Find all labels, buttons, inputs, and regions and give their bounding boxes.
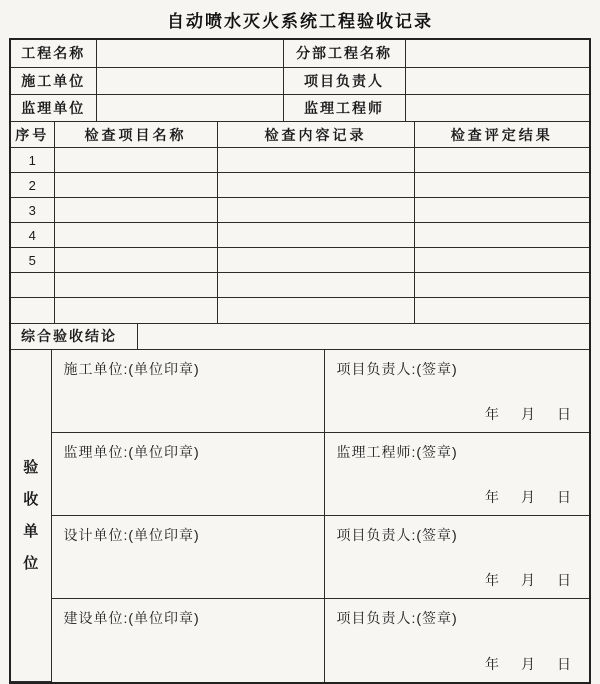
evaluation-result-cell [414,248,589,273]
unit-seal-label: 设计单位:(单位印章) [63,527,200,543]
acceptance-form [9,38,591,684]
acceptance-unit-vertical-text: 验收单位 [23,458,39,572]
unit-seal-label: 建设单位:(单位印章) [63,610,200,626]
evaluation-result-cell [414,223,589,248]
construction-unit-seal-cell [51,350,324,433]
row-number: 2 [11,173,54,198]
row-number: 4 [11,223,54,248]
project-name-value [96,40,283,67]
unit-seal-label: 监理单位:(单位印章) [63,444,200,460]
project-manager-signature-cell [324,516,589,599]
supervision-engineer-signature-cell [324,433,589,516]
table-row [11,298,589,323]
supervision-engineer-label: 监理工程师 [283,94,405,121]
col-header-content-record: 检查内容记录 [217,122,414,148]
project-manager-value [405,67,589,94]
content-record-cell [217,223,414,248]
subproject-name-value [405,40,589,67]
project-manager-signature-cell [324,599,589,682]
checklist-table [11,121,589,323]
client-unit-seal-cell [51,599,324,682]
row-number: 1 [11,148,54,173]
evaluation-result-cell [414,148,589,173]
page-title: 自动喷水灭火系统工程验收记录 [167,12,433,31]
col-header-seq: 序号 [11,122,54,148]
table-row [11,273,589,298]
subproject-name-label: 分部工程名称 [283,40,405,67]
project-manager-signature-cell [324,350,589,433]
content-record-cell [217,273,414,298]
content-record-cell [217,198,414,223]
project-manager-label: 项目负责人 [283,67,405,94]
supervision-unit-seal-cell [51,433,324,516]
project-name-label: 工程名称 [11,40,96,67]
signature-label: 监理工程师:(签章) [336,444,458,460]
item-name-cell [54,198,217,223]
content-record-cell [217,298,414,323]
row-number [11,298,54,323]
construction-unit-value [96,67,283,94]
date-line: 年 月 日 [485,406,575,422]
table-row [11,323,589,349]
item-name-cell [54,173,217,198]
table-row [11,350,589,433]
table-row [11,198,589,223]
content-record-cell [217,173,414,198]
conclusion-row [11,323,589,350]
table-row [11,173,589,198]
conclusion-value [137,323,589,349]
signature-label: 项目负责人:(签章) [336,610,458,626]
evaluation-result-cell [414,273,589,298]
item-name-cell [54,273,217,298]
content-record-cell [217,248,414,273]
conclusion-label: 综合验收结论 [11,323,137,349]
supervision-unit-value [96,94,283,121]
table-row [11,433,589,516]
table-row [11,67,589,94]
date-line: 年 月 日 [485,489,575,505]
construction-unit-label: 施工单位 [11,67,96,94]
unit-seal-label: 施工单位:(单位印章) [63,361,200,377]
row-number: 5 [11,248,54,273]
design-unit-seal-cell [51,516,324,599]
table-row [11,94,589,121]
item-name-cell [54,148,217,173]
table-row [11,40,589,67]
date-line: 年 月 日 [485,572,575,588]
table-row [11,223,589,248]
table-row [11,248,589,273]
item-name-cell [54,298,217,323]
checklist-header-row [11,122,589,148]
col-header-evaluation-result: 检查评定结果 [414,122,589,148]
row-number: 3 [11,198,54,223]
evaluation-result-cell [414,198,589,223]
acceptance-unit-side-label [11,350,51,682]
table-row [11,599,589,682]
table-row [11,148,589,173]
signature-label: 项目负责人:(签章) [336,527,458,543]
col-header-item-name: 检查项目名称 [54,122,217,148]
info-table [11,40,589,121]
table-row [11,516,589,599]
date-line: 年 月 日 [485,655,575,672]
row-number [11,273,54,298]
item-name-cell [54,223,217,248]
evaluation-result-cell [414,173,589,198]
evaluation-result-cell [414,298,589,323]
signature-label: 项目负责人:(签章) [336,361,458,377]
content-record-cell [217,148,414,173]
supervision-unit-label: 监理单位 [11,94,96,121]
supervision-engineer-value [405,94,589,121]
acceptance-signature-table [11,349,589,682]
item-name-cell [54,248,217,273]
